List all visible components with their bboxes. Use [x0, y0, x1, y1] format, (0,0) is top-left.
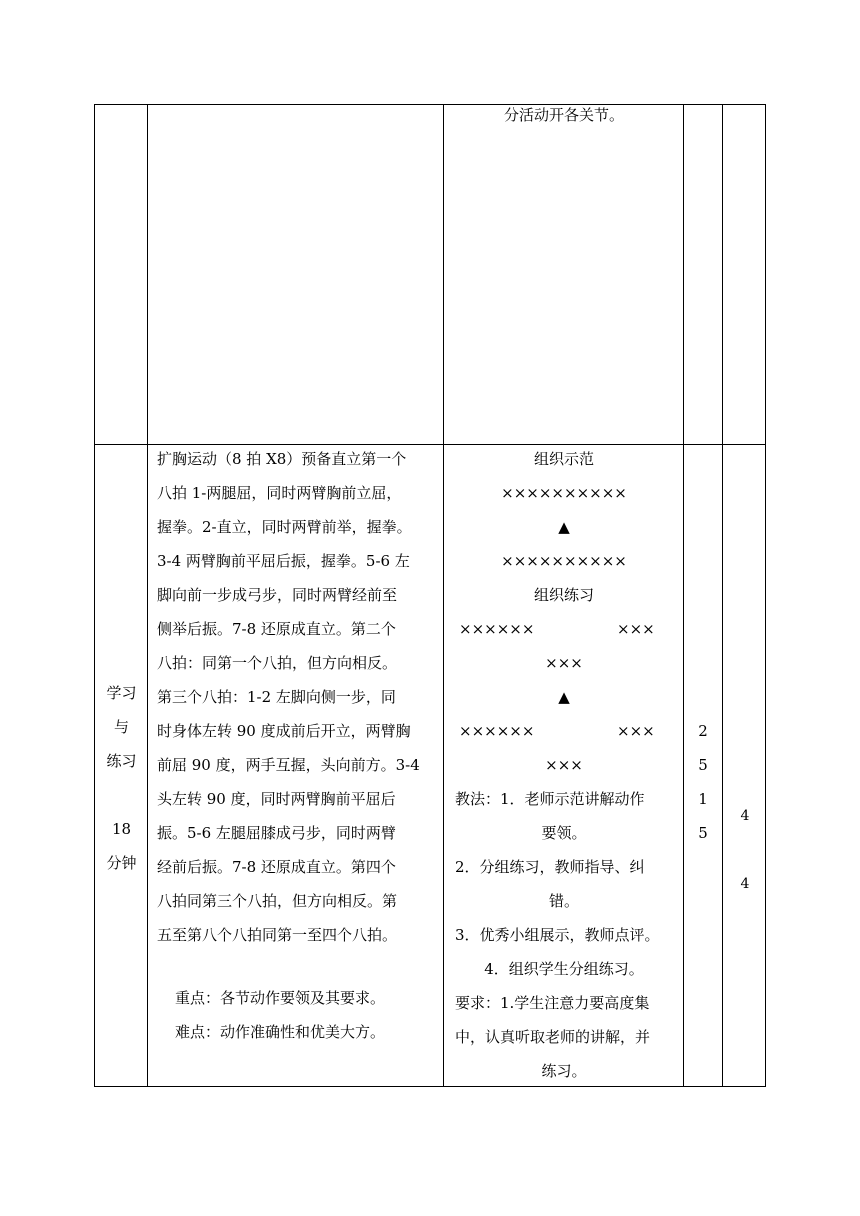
column-divider-4 — [722, 104, 723, 1087]
column-divider-2 — [443, 104, 444, 1087]
count-digit: 1 — [698, 790, 708, 808]
formation-row: ×××××××××× — [501, 484, 627, 502]
requirement-line-1: 要求：1.学生注意力要高度集 — [455, 994, 650, 1012]
teaching-method-2-wrap: 错。 — [548, 892, 579, 910]
content-line: 3-4 两臂胸前平屈后振，握拳。5-6 左 — [157, 552, 410, 570]
content-line: 侧举后振。7-8 还原成直立。第二个 — [157, 620, 396, 638]
row1-method-text: 分活动开各关节。 — [503, 106, 624, 124]
content-line: 八拍 1-两腿屈，同时两臂胸前立屈， — [157, 484, 402, 502]
key-point: 重点：各节动作要领及其要求。 — [175, 989, 386, 1007]
group-formation-right: ××× — [617, 722, 655, 740]
group-formation-wrap: ××× — [545, 756, 583, 774]
teacher-triangle-icon: ▲ — [558, 518, 570, 536]
row-divider — [94, 444, 766, 445]
table-border-right — [765, 104, 766, 1087]
content-line: 前屈 90 度，两手互握，头向前方。3-4 — [157, 756, 420, 774]
stage-label-2: 与 — [113, 718, 129, 736]
teaching-method-4: 4．组织学生分组练习。 — [484, 960, 644, 978]
teaching-method-2: 2．分组练习，教师指导、纠 — [455, 858, 645, 876]
content-line: 振。5-6 左腿屈膝成弓步，同时两臂 — [157, 824, 396, 842]
content-line: 头左转 90 度，同时两臂胸前平屈后 — [157, 790, 396, 808]
content-line: 五至第八个八拍同第一至四个八拍。 — [157, 926, 398, 944]
content-line: 第三个八拍：1-2 左脚向侧一步，同 — [157, 688, 396, 706]
teaching-method-3: 3．优秀小组展示，教师点评。 — [455, 926, 660, 944]
group-formation-left: ×××××× — [459, 722, 535, 740]
column-divider-1 — [147, 104, 148, 1087]
column-divider-3 — [683, 104, 684, 1087]
intensity-digit: 4 — [740, 876, 750, 892]
teaching-method-1: 教法：1．老师示范讲解动作 — [455, 790, 645, 808]
group-formation-left: ×××××× — [459, 620, 535, 638]
content-line: 经前后振。7-8 还原成直立。第四个 — [157, 858, 396, 876]
group-formation-right: ××× — [617, 620, 655, 638]
stage-label-1: 学习 — [106, 684, 137, 702]
difficulty-point: 难点：动作准确性和优美大方。 — [175, 1023, 386, 1041]
content-line: 握拳。2-直立，同时两臂前举，握拳。 — [157, 518, 412, 536]
content-line: 扩胸运动（8 拍 X8）预备直立第一个 — [157, 450, 407, 468]
content-line: 脚向前一步成弓步，同时两臂经前至 — [157, 586, 398, 604]
organize-demo-title: 组织示范 — [533, 450, 594, 468]
content-line: 八拍：同第一个八拍，但方向相反。 — [157, 654, 398, 672]
teaching-method-1-wrap: 要领。 — [541, 824, 587, 842]
teacher-triangle-icon: ▲ — [558, 688, 570, 706]
organize-practice-title: 组织练习 — [533, 586, 594, 604]
stage-time-number: 18 — [111, 820, 132, 838]
stage-time-unit: 分钟 — [106, 854, 137, 872]
count-digit: 5 — [698, 756, 708, 774]
content-line: 八拍同第三个八拍，但方向相反。第 — [157, 892, 398, 910]
group-formation-wrap: ××× — [545, 654, 583, 672]
requirement-line-3: 练习。 — [541, 1062, 587, 1080]
formation-row: ×××××××××× — [501, 552, 627, 570]
table-border-bottom — [94, 1086, 766, 1087]
requirement-line-2: 中，认真听取老师的讲解，并 — [455, 1028, 651, 1046]
table-border-left — [94, 104, 95, 1087]
intensity-digit: 4 — [740, 808, 750, 824]
content-line: 时身体左转 90 度成前后开立，两臂胸 — [157, 722, 411, 740]
count-digit: 5 — [698, 824, 708, 842]
count-digit: 2 — [698, 722, 708, 740]
stage-label-3: 练习 — [106, 752, 137, 770]
